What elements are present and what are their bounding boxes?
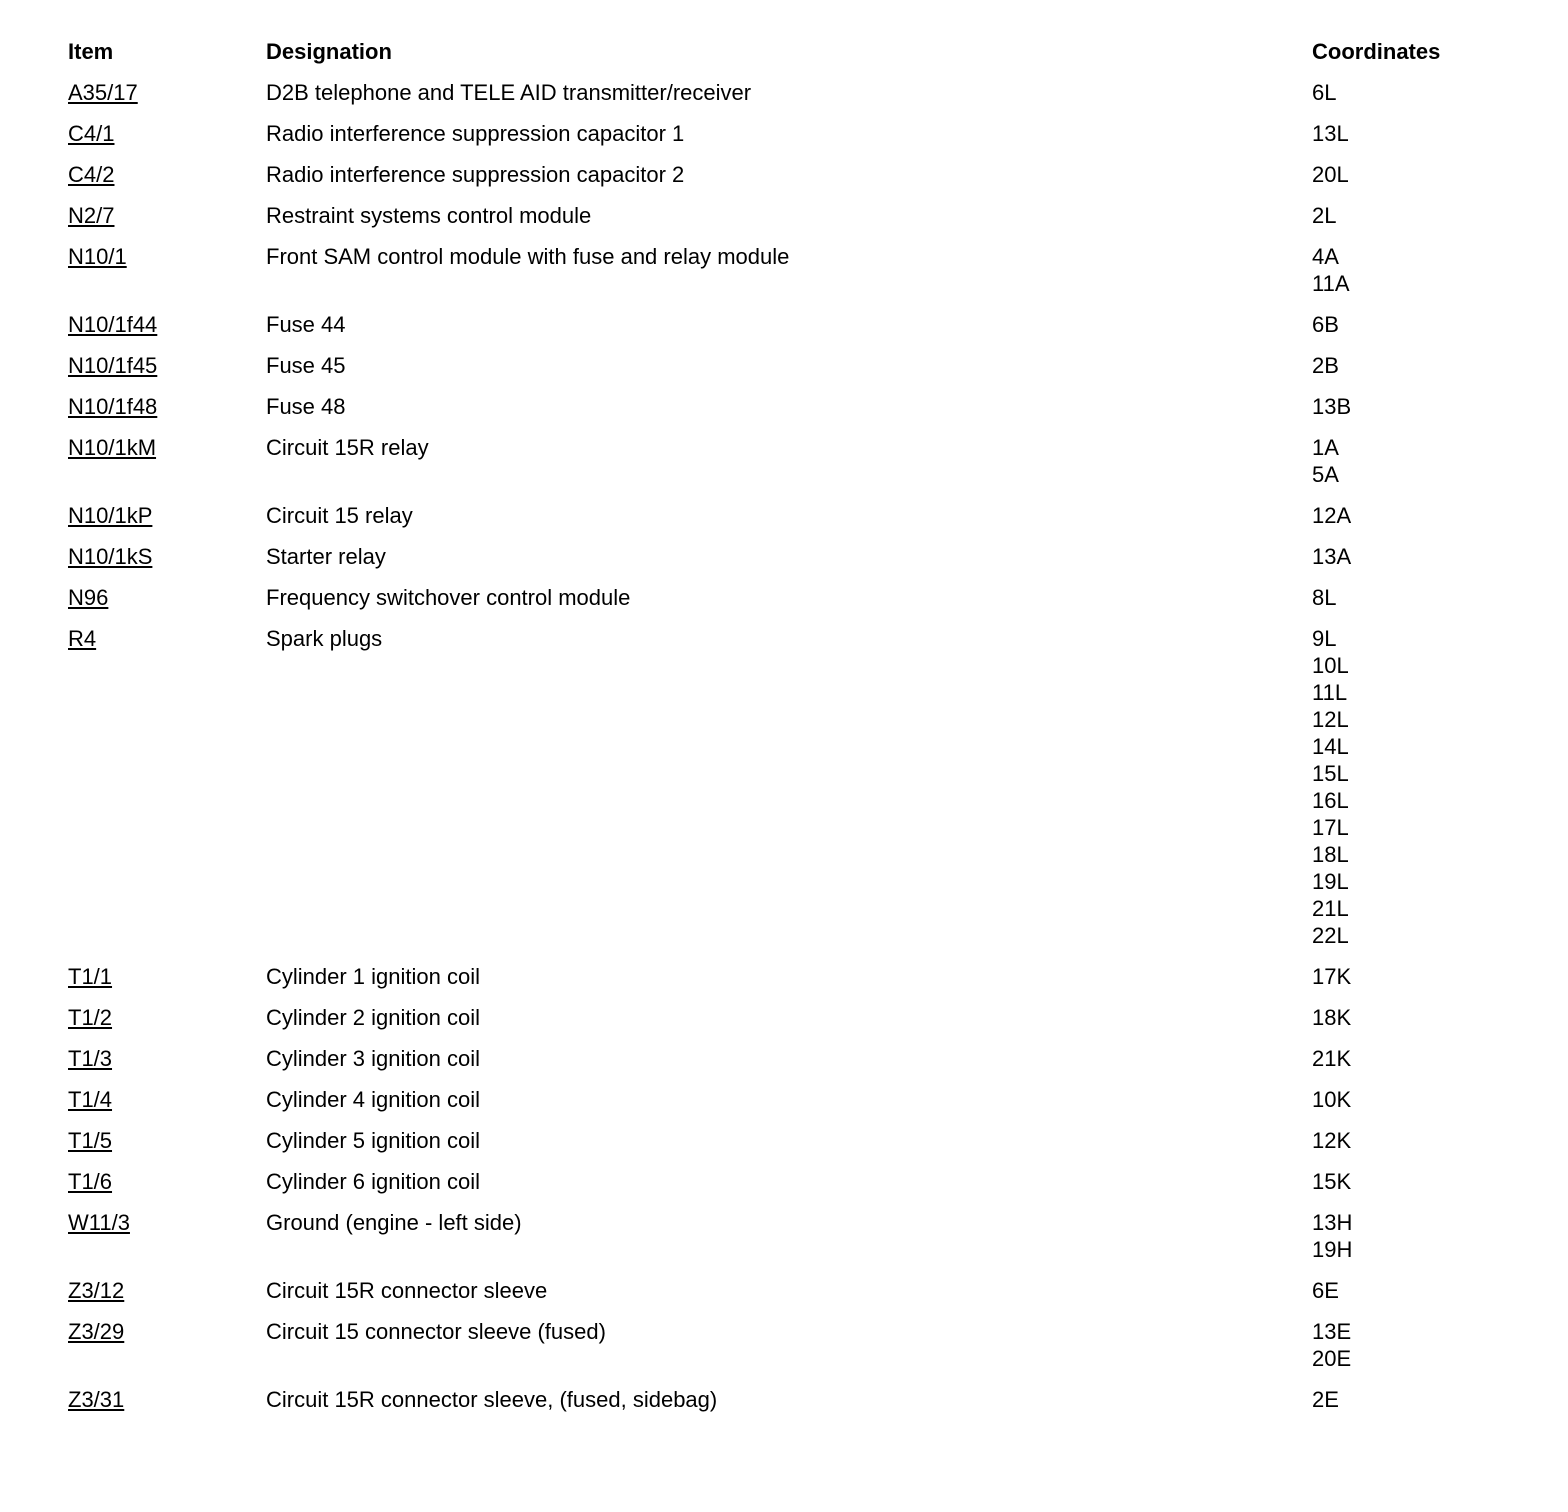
coordinates-cell xyxy=(1312,1209,1508,1263)
coordinate-value: 5A xyxy=(1312,462,1339,487)
coordinates-cell xyxy=(1312,1318,1508,1372)
table-row xyxy=(68,584,1508,611)
item-cell xyxy=(68,393,266,420)
coordinate-value: 16L xyxy=(1312,788,1349,813)
designation-cell: Fuse 45 xyxy=(266,353,346,378)
item-column-header: Item xyxy=(68,39,114,64)
item-cell xyxy=(68,1209,266,1236)
item-link[interactable]: C4/2 xyxy=(68,162,115,187)
item-link[interactable]: T1/5 xyxy=(68,1128,113,1153)
item-cell xyxy=(68,120,266,147)
table-row xyxy=(68,963,1508,990)
item-cell xyxy=(68,1277,266,1304)
item-link[interactable]: N10/1kP xyxy=(68,503,153,528)
item-link[interactable]: Z3/31 xyxy=(68,1387,125,1412)
item-cell xyxy=(68,1086,266,1113)
coordinate-value: 2L xyxy=(1312,203,1337,228)
item-cell xyxy=(68,1386,266,1413)
item-link[interactable]: N10/1f44 xyxy=(68,312,158,337)
item-cell xyxy=(68,1045,266,1072)
coordinate-value: 20E xyxy=(1312,1346,1352,1371)
designation-cell: Fuse 48 xyxy=(266,394,346,419)
designation-cell: Circuit 15R connector sleeve, (fused, sidebag) xyxy=(266,1387,718,1412)
item-link[interactable]: T1/1 xyxy=(68,964,113,989)
item-link[interactable]: W11/3 xyxy=(68,1210,130,1235)
item-link[interactable]: T1/3 xyxy=(68,1046,113,1071)
coordinate-value: 10K xyxy=(1312,1087,1352,1112)
coordinate-value: 12K xyxy=(1312,1128,1352,1153)
item-cell xyxy=(68,202,266,229)
coordinate-value: 13A xyxy=(1312,544,1352,569)
coordinates-cell xyxy=(1312,79,1508,106)
designation-cell: Restraint systems control module xyxy=(266,203,592,228)
coordinates-cell xyxy=(1312,434,1508,488)
table-row xyxy=(68,1045,1508,1072)
item-cell xyxy=(68,79,266,106)
designation-cell: Ground (engine - left side) xyxy=(266,1210,522,1235)
table-header xyxy=(68,38,1508,79)
table-row xyxy=(68,202,1508,229)
coordinates-cell xyxy=(1312,1168,1508,1195)
item-cell xyxy=(68,1127,266,1154)
coordinates-cell xyxy=(1312,502,1508,529)
coordinate-value: 8L xyxy=(1312,585,1337,610)
coordinate-value: 11L xyxy=(1312,680,1348,705)
coordinate-value: 21K xyxy=(1312,1046,1352,1071)
coordinate-value: 13L xyxy=(1312,121,1349,146)
item-link[interactable]: N10/1kS xyxy=(68,544,153,569)
designation-cell: D2B telephone and TELE AID transmitter/receiver xyxy=(266,80,752,105)
item-cell xyxy=(68,311,266,338)
table-row xyxy=(68,502,1508,529)
item-cell xyxy=(68,243,266,270)
coordinate-value: 6L xyxy=(1312,80,1337,105)
coordinate-value: 9L xyxy=(1312,626,1337,651)
coordinates-cell xyxy=(1312,1386,1508,1413)
coordinate-value: 13B xyxy=(1312,394,1352,419)
item-link[interactable]: A35/17 xyxy=(68,80,138,105)
coordinates-cell xyxy=(1312,1086,1508,1113)
coordinate-value: 12A xyxy=(1312,503,1352,528)
coordinate-value: 6E xyxy=(1312,1278,1339,1303)
item-cell xyxy=(68,502,266,529)
coordinates-cell xyxy=(1312,1045,1508,1072)
designation-cell: Fuse 44 xyxy=(266,312,346,337)
item-link[interactable]: N10/1kM xyxy=(68,435,157,460)
coordinate-value: 21L xyxy=(1312,896,1349,921)
coordinate-value: 13E xyxy=(1312,1319,1352,1344)
designation-cell: Circuit 15 connector sleeve (fused) xyxy=(266,1319,606,1344)
table-row xyxy=(68,352,1508,379)
designation-cell: Circuit 15 relay xyxy=(266,503,413,528)
item-link[interactable]: T1/4 xyxy=(68,1087,113,1112)
designation-cell: Radio interference suppression capacitor 1 xyxy=(266,121,685,146)
designation-cell: Cylinder 3 ignition coil xyxy=(266,1046,480,1071)
table-row xyxy=(68,79,1508,106)
item-link[interactable]: N10/1f48 xyxy=(68,394,158,419)
coordinate-value: 17L xyxy=(1312,815,1349,840)
coordinates-cell xyxy=(1312,243,1508,297)
coordinate-value: 19H xyxy=(1312,1237,1353,1262)
designation-cell: Cylinder 1 ignition coil xyxy=(266,964,480,989)
coordinate-value: 22L xyxy=(1312,923,1349,948)
table-body xyxy=(68,79,1508,1413)
coordinates-cell xyxy=(1312,1277,1508,1304)
table-row xyxy=(68,543,1508,570)
coordinates-cell xyxy=(1312,1004,1508,1031)
table-row xyxy=(68,243,1508,297)
table-row xyxy=(68,625,1508,949)
coordinate-value: 11A xyxy=(1312,271,1350,296)
coordinate-value: 2E xyxy=(1312,1387,1339,1412)
table-row xyxy=(68,1086,1508,1113)
component-legend-table xyxy=(68,38,1508,1427)
coordinate-value: 2B xyxy=(1312,353,1339,378)
coordinates-column-header: Coordinates xyxy=(1312,39,1441,64)
coordinate-value: 13H xyxy=(1312,1210,1353,1235)
table-row xyxy=(68,311,1508,338)
table-row xyxy=(68,434,1508,488)
coordinate-value: 12L xyxy=(1312,707,1349,732)
designation-cell: Circuit 15R connector sleeve xyxy=(266,1278,548,1303)
coordinate-value: 19L xyxy=(1312,869,1349,894)
designation-cell: Front SAM control module with fuse and relay module xyxy=(266,244,790,269)
coordinates-cell xyxy=(1312,120,1508,147)
coordinate-value: 17K xyxy=(1312,964,1352,989)
table-row xyxy=(68,1209,1508,1263)
designation-cell: Cylinder 2 ignition coil xyxy=(266,1005,480,1030)
item-cell xyxy=(68,543,266,570)
item-cell xyxy=(68,625,266,652)
coordinates-cell xyxy=(1312,543,1508,570)
coordinate-value: 10L xyxy=(1312,653,1349,678)
item-cell xyxy=(68,584,266,611)
item-link[interactable]: T1/6 xyxy=(68,1169,113,1194)
item-link[interactable]: Z3/12 xyxy=(68,1278,125,1303)
designation-cell: Starter relay xyxy=(266,544,386,569)
coordinates-cell xyxy=(1312,963,1508,990)
table-row xyxy=(68,1127,1508,1154)
coordinates-cell xyxy=(1312,202,1508,229)
designation-cell: Radio interference suppression capacitor 2 xyxy=(266,162,685,187)
coordinate-value: 4A xyxy=(1312,244,1339,269)
designation-cell: Spark plugs xyxy=(266,626,383,651)
coordinate-value: 15K xyxy=(1312,1169,1352,1194)
item-cell xyxy=(68,1004,266,1031)
coordinates-cell xyxy=(1312,1127,1508,1154)
table-row xyxy=(68,1004,1508,1031)
item-link[interactable]: C4/1 xyxy=(68,121,115,146)
coordinates-cell xyxy=(1312,625,1508,949)
table-row xyxy=(68,1277,1508,1304)
table-row xyxy=(68,393,1508,420)
item-cell xyxy=(68,434,266,461)
coordinate-value: 6B xyxy=(1312,312,1339,337)
item-cell xyxy=(68,963,266,990)
table-row xyxy=(68,1386,1508,1413)
item-link[interactable]: N2/7 xyxy=(68,203,115,228)
table-row xyxy=(68,1318,1508,1372)
coordinate-value: 18K xyxy=(1312,1005,1352,1030)
table-row xyxy=(68,1168,1508,1195)
item-cell xyxy=(68,1318,266,1345)
item-link[interactable]: N10/1f45 xyxy=(68,353,158,378)
item-cell xyxy=(68,1168,266,1195)
coordinate-value: 14L xyxy=(1312,734,1349,759)
coordinate-value: 20L xyxy=(1312,162,1349,187)
designation-cell: Cylinder 5 ignition coil xyxy=(266,1128,480,1153)
coordinates-cell xyxy=(1312,584,1508,611)
item-link[interactable]: N96 xyxy=(68,585,109,610)
item-cell xyxy=(68,352,266,379)
item-link[interactable]: T1/2 xyxy=(68,1005,113,1030)
coordinate-value: 18L xyxy=(1312,842,1349,867)
table-row xyxy=(68,120,1508,147)
designation-cell: Cylinder 4 ignition coil xyxy=(266,1087,480,1112)
coordinates-cell xyxy=(1312,311,1508,338)
item-link[interactable]: Z3/29 xyxy=(68,1319,125,1344)
designation-cell: Cylinder 6 ignition coil xyxy=(266,1169,480,1194)
designation-cell: Circuit 15R relay xyxy=(266,435,429,460)
item-cell xyxy=(68,161,266,188)
coordinate-value: 1A xyxy=(1312,435,1339,460)
table-row xyxy=(68,161,1508,188)
coordinates-cell xyxy=(1312,352,1508,379)
coordinate-value: 15L xyxy=(1312,761,1349,786)
designation-column-header: Designation xyxy=(266,39,392,64)
coordinates-cell xyxy=(1312,393,1508,420)
coordinates-cell xyxy=(1312,161,1508,188)
item-link[interactable]: R4 xyxy=(68,626,97,651)
item-link[interactable]: N10/1 xyxy=(68,244,127,269)
designation-cell: Frequency switchover control module xyxy=(266,585,631,610)
